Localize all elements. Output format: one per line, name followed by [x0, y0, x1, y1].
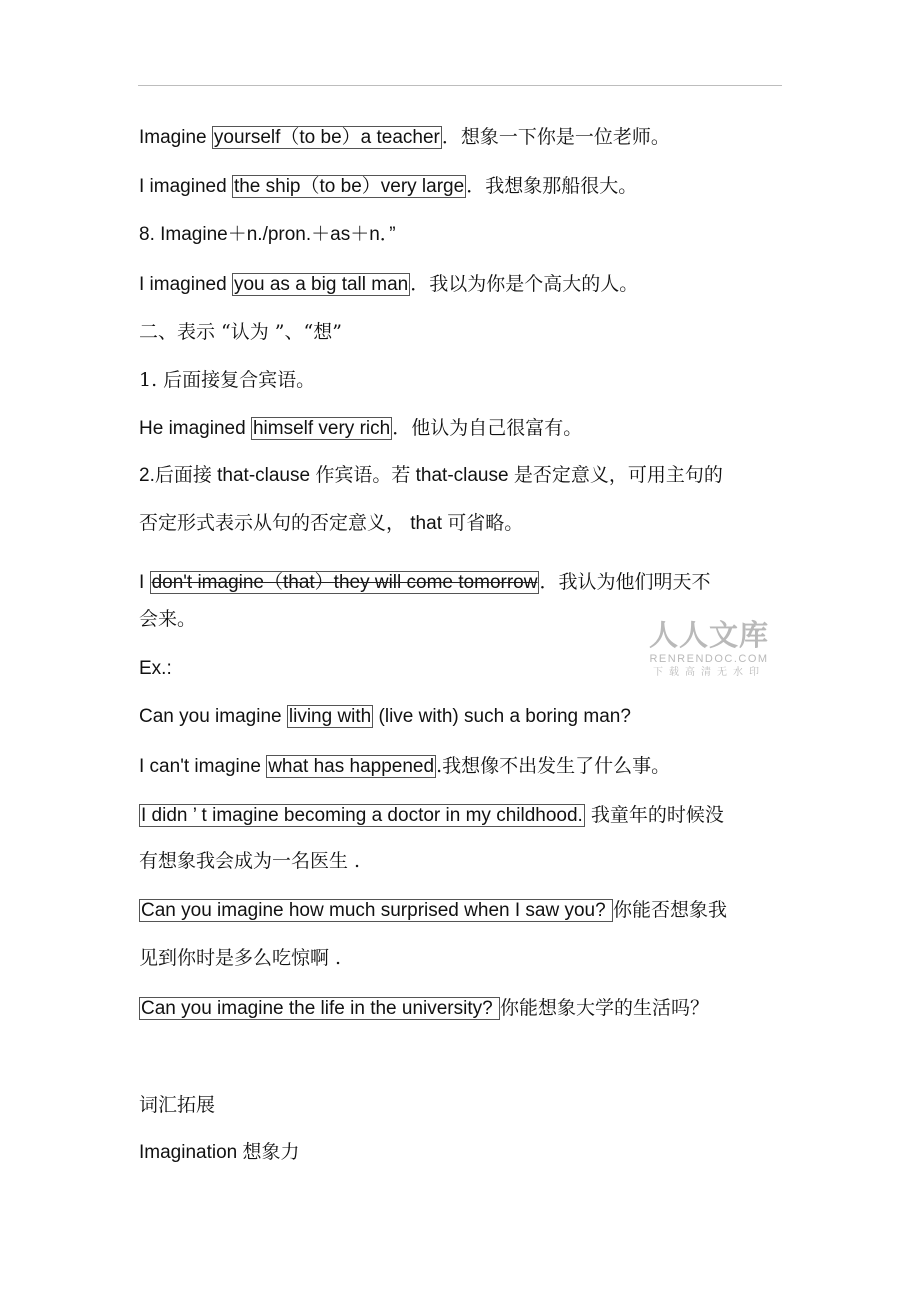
highlight-box: the ship（to be）very large	[233, 176, 465, 197]
highlight-box: living with	[288, 706, 372, 727]
subsection-2: 2.后面接 that-clause 作宾语。若 that-clause 是否定意义，可用主句的	[139, 465, 723, 486]
subsection-1: 1. 后面接复合宾语。	[139, 369, 316, 391]
vocab-item: Imagination 想象力	[139, 1142, 300, 1163]
highlight-box: himself very rich	[252, 418, 391, 439]
exercise-line-4: Can you imagine how much surprised when I saw you? 你能否想象我	[141, 899, 727, 921]
watermark-title: 人人文库	[648, 618, 769, 652]
exercise-line-2: I can't imagine what has happened .我想像不出发生了什么事。	[139, 755, 671, 777]
exercise-line-5: Can you imagine the life in the university? 你能想象大学的生活吗？	[141, 997, 709, 1019]
highlight-box: you as a big tall man	[233, 274, 409, 295]
section-heading-2: 二、表示 “认为 ”、“想”	[139, 321, 342, 343]
header-rule	[138, 85, 782, 86]
example-line-10-cont: 会来。	[139, 608, 197, 630]
watermark	[646, 618, 772, 680]
example-line-7: He imagined himself very rich ．他认为自己很富有。	[139, 417, 583, 439]
example-line-1: Imagine yourself（to be）a teacher ．想象一下你是一位老师。	[139, 126, 670, 148]
rule-line-8: 8. Imagine＋n./pron.＋as＋n．”	[139, 224, 396, 245]
exercise-line-1: Can you imagine living with (live with) such a boring man?	[139, 706, 631, 727]
vocab-heading: 词汇拓展	[139, 1094, 216, 1116]
exercise-line-4-cont: 见到你时是多么吃惊啊 .	[139, 947, 342, 969]
example-line-10: I don't imagine（that）they will come tomorrow ．我认为他们明天不	[139, 571, 711, 593]
example-line-2: I imagined the ship（to be）very large ．我想象那船很大。	[139, 175, 638, 197]
highlight-box: yourself（to be）a teacher	[213, 127, 440, 148]
watermark-subtitle: 下载高清无水印	[653, 667, 765, 678]
watermark-url: RENRENDOC.COM	[649, 653, 769, 665]
example-line-4: I imagined you as a big tall man ．我以为你是个高大的人。	[139, 273, 639, 295]
exercise-label: Ex.:	[139, 658, 172, 679]
exercise-line-3: I didn ’ t imagine becoming a doctor in my childhood. 我童年的时候没	[141, 804, 724, 826]
exercise-line-3-cont: 有想象我会成为一名医生 .	[139, 850, 361, 872]
highlight-box: Can you imagine the life in the university?	[141, 998, 498, 1019]
highlight-box: Can you imagine how much surprised when I saw you?	[141, 900, 611, 921]
highlight-box: I didn ’ t imagine becoming a doctor in my childhood.	[141, 805, 583, 826]
highlight-box: don't imagine（that）they will come tomorrow	[151, 572, 538, 593]
highlight-box: what has happened	[268, 756, 435, 777]
subsection-2-cont: 否定形式表示从句的否定意义， that 可省略。	[139, 513, 524, 534]
